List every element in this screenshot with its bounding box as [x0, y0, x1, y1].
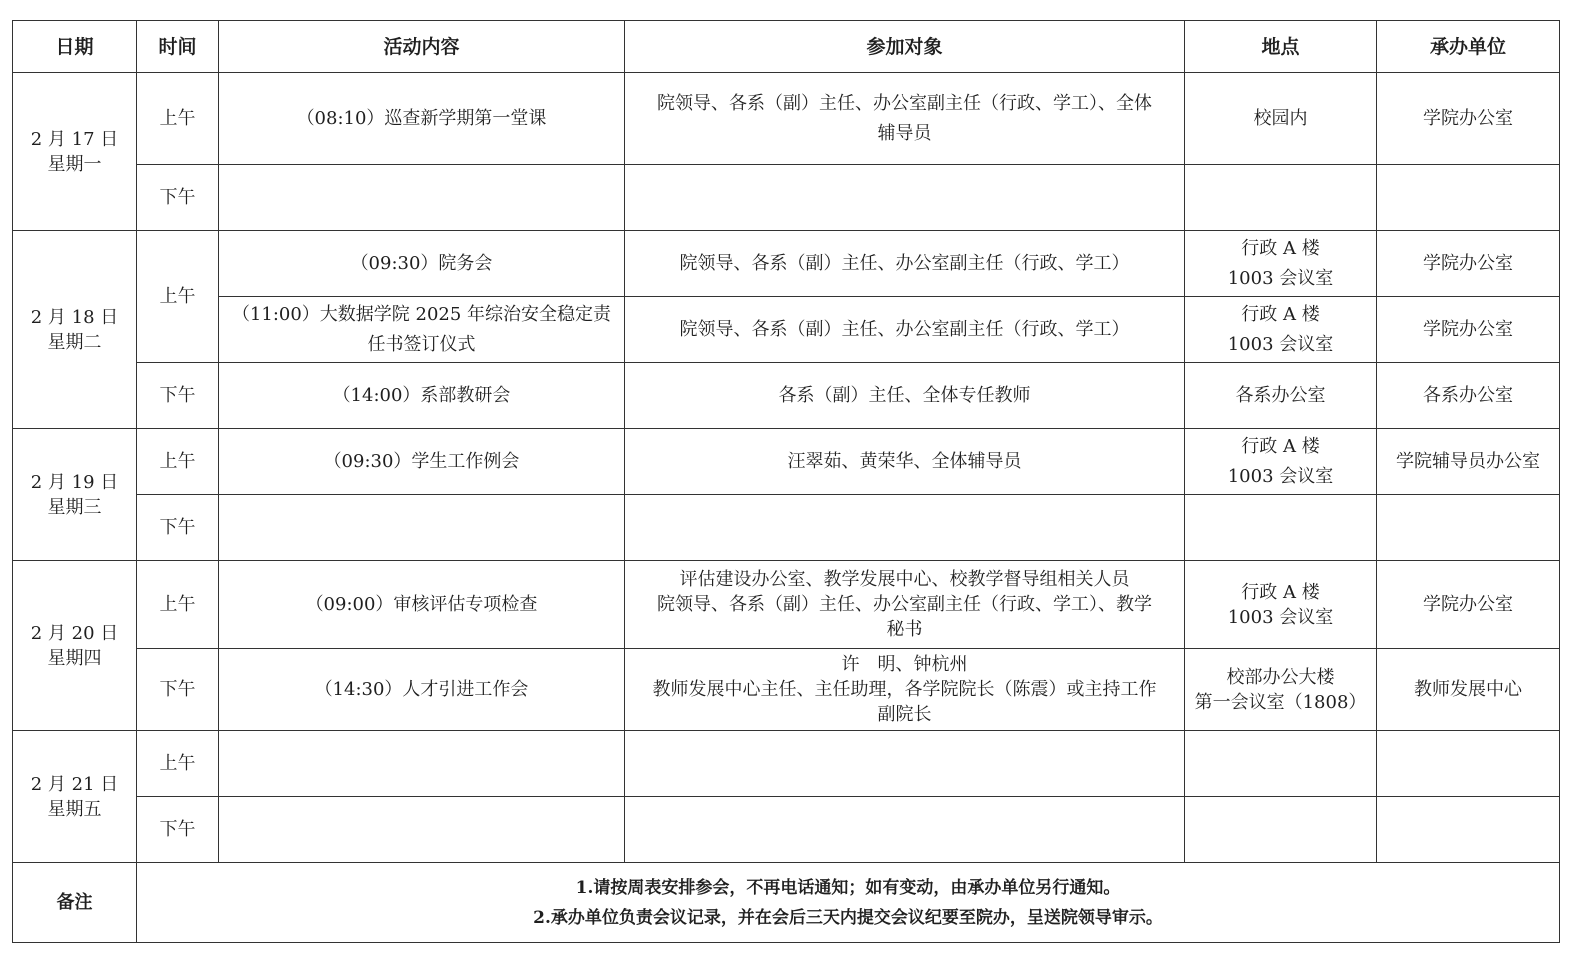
remarks-label: 备注: [13, 863, 137, 943]
weekday-label: 星期一: [47, 153, 102, 175]
date-cell: [13, 73, 137, 231]
organizer-line: 学院办公室: [1423, 594, 1513, 615]
participants-line: 许 明、钟杭州: [841, 654, 968, 675]
organizer: [1377, 429, 1560, 495]
weekday-label: 星期四: [47, 647, 102, 669]
activity-content-empty: [219, 797, 625, 863]
participants: [625, 649, 1185, 731]
participants: [625, 363, 1185, 429]
time-cell-pm: 下午: [137, 165, 219, 231]
schedule-body: [13, 73, 1560, 863]
date-cell: [13, 429, 137, 561]
activity-content: [219, 561, 625, 649]
schedule-row: [13, 165, 1560, 231]
location-line: 行政 A 楼: [1241, 237, 1320, 259]
time-cell-am: 上午: [137, 429, 219, 495]
schedule-container: [12, 20, 1560, 943]
location-line: 1003 会议室: [1227, 606, 1334, 628]
remark-line: 1.请按周表安排参会，不再电话通知；如有变动，由承办单位另行通知。: [575, 877, 1121, 898]
time-cell-pm: 下午: [137, 649, 219, 731]
organizer: [1377, 231, 1560, 297]
schedule-row: [13, 429, 1560, 495]
participants-empty: [625, 165, 1185, 231]
header-date: 日期: [13, 21, 137, 73]
location: [1185, 297, 1377, 363]
activity-content: [219, 297, 625, 363]
organizer-empty: [1377, 797, 1560, 863]
weekday-label: 星期五: [47, 798, 102, 820]
date-cell: [13, 561, 137, 731]
remarks-content: [137, 863, 1560, 943]
participants: [625, 231, 1185, 297]
organizer-line: 学院办公室: [1423, 318, 1513, 340]
activity-content-line: 任书签订仪式: [367, 333, 476, 355]
activity-content-empty: [219, 495, 625, 561]
organizer: [1377, 561, 1560, 649]
date-label: 2 月 21 日: [30, 773, 119, 795]
participants-line: 副院长: [877, 704, 932, 725]
participants: [625, 297, 1185, 363]
schedule-row: [13, 495, 1560, 561]
organizer: [1377, 649, 1560, 731]
activity-content-line: （11:00）大数据学院 2025 年综治安全稳定责: [231, 303, 612, 325]
organizer-empty: [1377, 731, 1560, 797]
header-location: 地点: [1185, 21, 1377, 73]
time-cell-am: 上午: [137, 561, 219, 649]
location: [1185, 561, 1377, 649]
header-time: 时间: [137, 21, 219, 73]
location-empty: [1185, 797, 1377, 863]
weekday-label: 星期三: [47, 496, 102, 518]
location-empty: [1185, 495, 1377, 561]
participants-empty: [625, 495, 1185, 561]
organizer-line: 学院办公室: [1423, 252, 1513, 274]
location: [1185, 363, 1377, 429]
location-line: 行政 A 楼: [1241, 303, 1320, 325]
participants-empty: [625, 731, 1185, 797]
location-line: 校园内: [1253, 107, 1308, 129]
schedule-row: [13, 561, 1560, 649]
header-content: 活动内容: [219, 21, 625, 73]
activity-content-line: （14:30）人才引进工作会: [314, 679, 529, 700]
time-cell-pm: 下午: [137, 495, 219, 561]
schedule-row: [13, 297, 1560, 363]
organizer-line: 学院辅导员办公室: [1396, 450, 1540, 472]
participants-line: 各系（副）主任、全体专任教师: [778, 384, 1031, 406]
time-cell-am: 上午: [137, 231, 219, 363]
organizer: [1377, 297, 1560, 363]
activity-content: [219, 73, 625, 165]
weekly-schedule-table: [12, 20, 1560, 943]
organizer-line: 各系办公室: [1423, 384, 1513, 406]
date-label: 2 月 18 日: [30, 306, 119, 328]
time-cell-am: 上午: [137, 731, 219, 797]
schedule-row: [13, 363, 1560, 429]
schedule-row: [13, 73, 1560, 165]
date-label: 2 月 20 日: [30, 622, 119, 644]
activity-content: [219, 231, 625, 297]
location: [1185, 231, 1377, 297]
location-line: 行政 A 楼: [1241, 435, 1320, 457]
activity-content-line: （08:10）巡查新学期第一堂课: [296, 107, 547, 129]
location-empty: [1185, 165, 1377, 231]
activity-content-empty: [219, 731, 625, 797]
location-line: 行政 A 楼: [1241, 581, 1320, 603]
organizer: [1377, 73, 1560, 165]
organizer-empty: [1377, 495, 1560, 561]
time-cell-pm: 下午: [137, 797, 219, 863]
date-label: 2 月 17 日: [30, 128, 119, 150]
schedule-row: [13, 731, 1560, 797]
participants-line: 秘书: [886, 619, 923, 640]
participants-line: 院领导、各系（副）主任、办公室副主任（行政、学工）、教学: [657, 594, 1152, 615]
header-row: [13, 21, 1560, 73]
organizer-empty: [1377, 165, 1560, 231]
location-line: 第一会议室（1808）: [1194, 691, 1367, 713]
activity-content: [219, 649, 625, 731]
time-cell-am: 上午: [137, 73, 219, 165]
location-line: 1003 会议室: [1227, 333, 1334, 355]
participants-line: 院领导、各系（副）主任、办公室副主任（行政、学工）: [679, 318, 1130, 340]
location-line: 各系办公室: [1235, 384, 1326, 406]
location-line: 校部办公大楼: [1226, 666, 1335, 688]
schedule-row: [13, 231, 1560, 297]
location: [1185, 649, 1377, 731]
date-cell: [13, 231, 137, 429]
header-participants: 参加对象: [625, 21, 1185, 73]
organizer: [1377, 363, 1560, 429]
activity-content-line: （14:00）系部教研会: [332, 384, 511, 406]
date-cell: [13, 731, 137, 863]
header-organizer: 承办单位: [1377, 21, 1560, 73]
participants-empty: [625, 797, 1185, 863]
remark-line: 2.承办单位负责会议记录，并在会后三天内提交会议纪要至院办，呈送院领导审示。: [533, 907, 1163, 928]
activity-content-line: （09:30）院务会: [350, 252, 493, 274]
weekday-label: 星期二: [47, 331, 102, 353]
organizer-line: 学院办公室: [1423, 107, 1513, 129]
location: [1185, 429, 1377, 495]
participants-line: 院领导、各系（副）主任、办公室副主任（行政、学工）、全体: [657, 92, 1152, 114]
participants-line: 教师发展中心主任、主任助理，各学院院长（陈震）或主持工作: [652, 679, 1157, 700]
participants: [625, 73, 1185, 165]
time-cell-pm: 下午: [137, 363, 219, 429]
date-label: 2 月 19 日: [30, 471, 119, 493]
activity-content-empty: [219, 165, 625, 231]
schedule-row: [13, 649, 1560, 731]
participants-line: 辅导员: [877, 122, 932, 144]
activity-content-line: （09:00）审核评估专项检查: [305, 594, 538, 615]
location-empty: [1185, 731, 1377, 797]
remarks-row: [13, 863, 1560, 943]
location: [1185, 73, 1377, 165]
location-line: 1003 会议室: [1227, 465, 1334, 487]
activity-content: [219, 429, 625, 495]
location-line: 1003 会议室: [1227, 267, 1334, 289]
participants-line: 评估建设办公室、教学发展中心、校教学督导组相关人员: [679, 569, 1130, 590]
activity-content-line: （09:30）学生工作例会: [323, 450, 520, 472]
participants: [625, 429, 1185, 495]
participants-line: 汪翠茹、黄荣华、全体辅导员: [787, 450, 1022, 472]
organizer-line: 教师发展中心: [1414, 679, 1522, 700]
participants: [625, 561, 1185, 649]
participants-line: 院领导、各系（副）主任、办公室副主任（行政、学工）: [679, 252, 1130, 274]
schedule-row: [13, 797, 1560, 863]
activity-content: [219, 363, 625, 429]
